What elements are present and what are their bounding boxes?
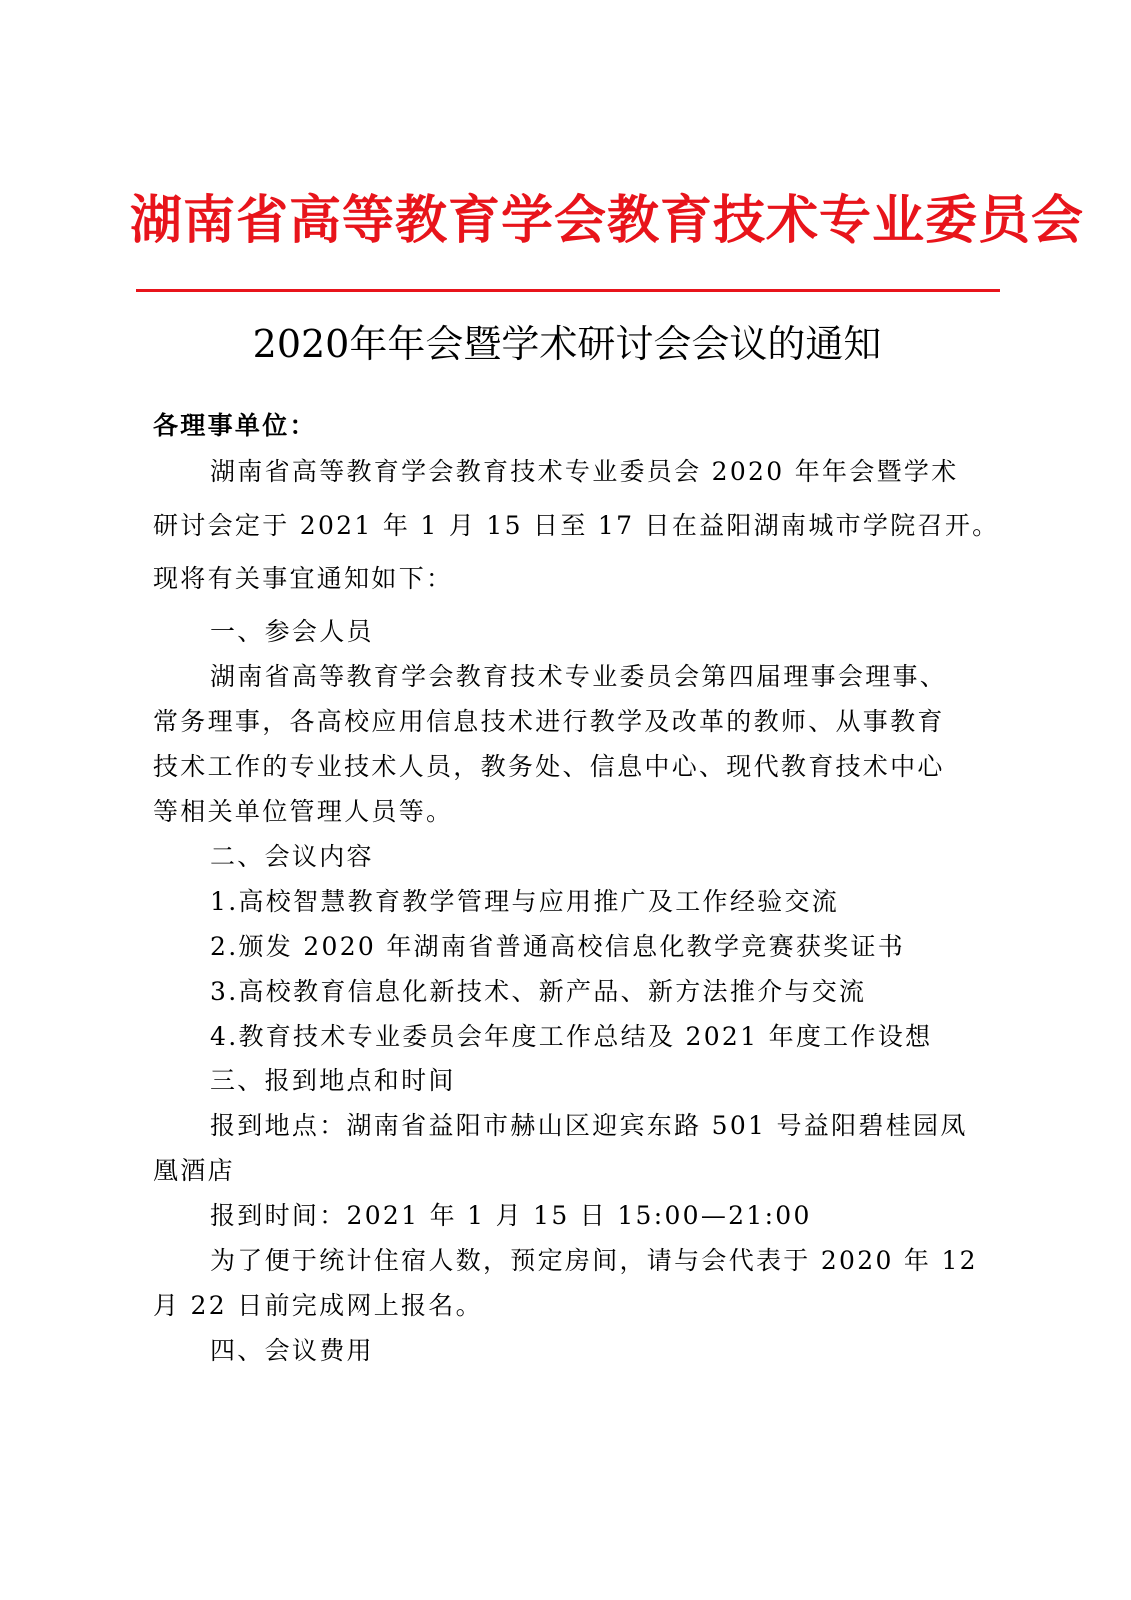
document-title: 2020年年会暨学术研讨会会议的通知 [252, 322, 882, 366]
registration-location-line-1: 报到地点：湖南省益阳市赫山区迎宾东路 501 号益阳碧桂园凤 [210, 1111, 968, 1140]
attendees-line-3: 技术工作的专业技术人员，教务处、信息中心、现代教育技术中心 [153, 752, 945, 781]
intro-line-2: 研讨会定于 2021 年 1 月 15 日至 17 日在益阳湖南城市学院召开。 [153, 511, 1000, 540]
intro-line-3: 现将有关事宜通知如下： [153, 564, 454, 593]
section-heading-attendees: 一、参会人员 [210, 617, 374, 646]
section-heading-registration: 三、报到地点和时间 [210, 1066, 456, 1095]
section-heading-content: 二、会议内容 [210, 842, 374, 871]
attendees-line-4: 等相关单位管理人员等。 [153, 797, 454, 826]
content-item-4: 4.教育技术专业委员会年度工作总结及 2021 年度工作设想 [210, 1022, 933, 1051]
content-item-3: 3.高校教育信息化新技术、新产品、新方法推介与交流 [210, 977, 867, 1006]
attendees-line-2: 常务理事，各高校应用信息技术进行教学及改革的教师、从事教育 [153, 707, 945, 736]
letterhead-red-rule [136, 289, 1000, 292]
content-item-1: 1.高校智慧教育教学管理与应用推广及工作经验交流 [210, 887, 840, 916]
letterhead-organization: 湖南省高等教育学会教育技术专业委员会 [130, 190, 1085, 251]
registration-deadline-line-1: 为了便于统计住宿人数，预定房间，请与会代表于 2020 年 12 [210, 1246, 978, 1275]
intro-line-1: 湖南省高等教育学会教育技术专业委员会 2020 年年会暨学术 [210, 457, 959, 486]
salutation: 各理事单位： [153, 411, 317, 440]
content-item-2: 2.颁发 2020 年湖南省普通高校信息化教学竞赛获奖证书 [210, 932, 906, 961]
registration-time: 报到时间：2021 年 1 月 15 日 15:00—21:00 [210, 1201, 812, 1230]
registration-deadline-line-2: 月 22 日前完成网上报名。 [153, 1291, 483, 1320]
attendees-line-1: 湖南省高等教育学会教育技术专业委员会第四届理事会理事、 [210, 662, 948, 691]
registration-location-line-2: 凰酒店 [153, 1156, 235, 1185]
section-heading-fees: 四、会议费用 [210, 1336, 374, 1365]
